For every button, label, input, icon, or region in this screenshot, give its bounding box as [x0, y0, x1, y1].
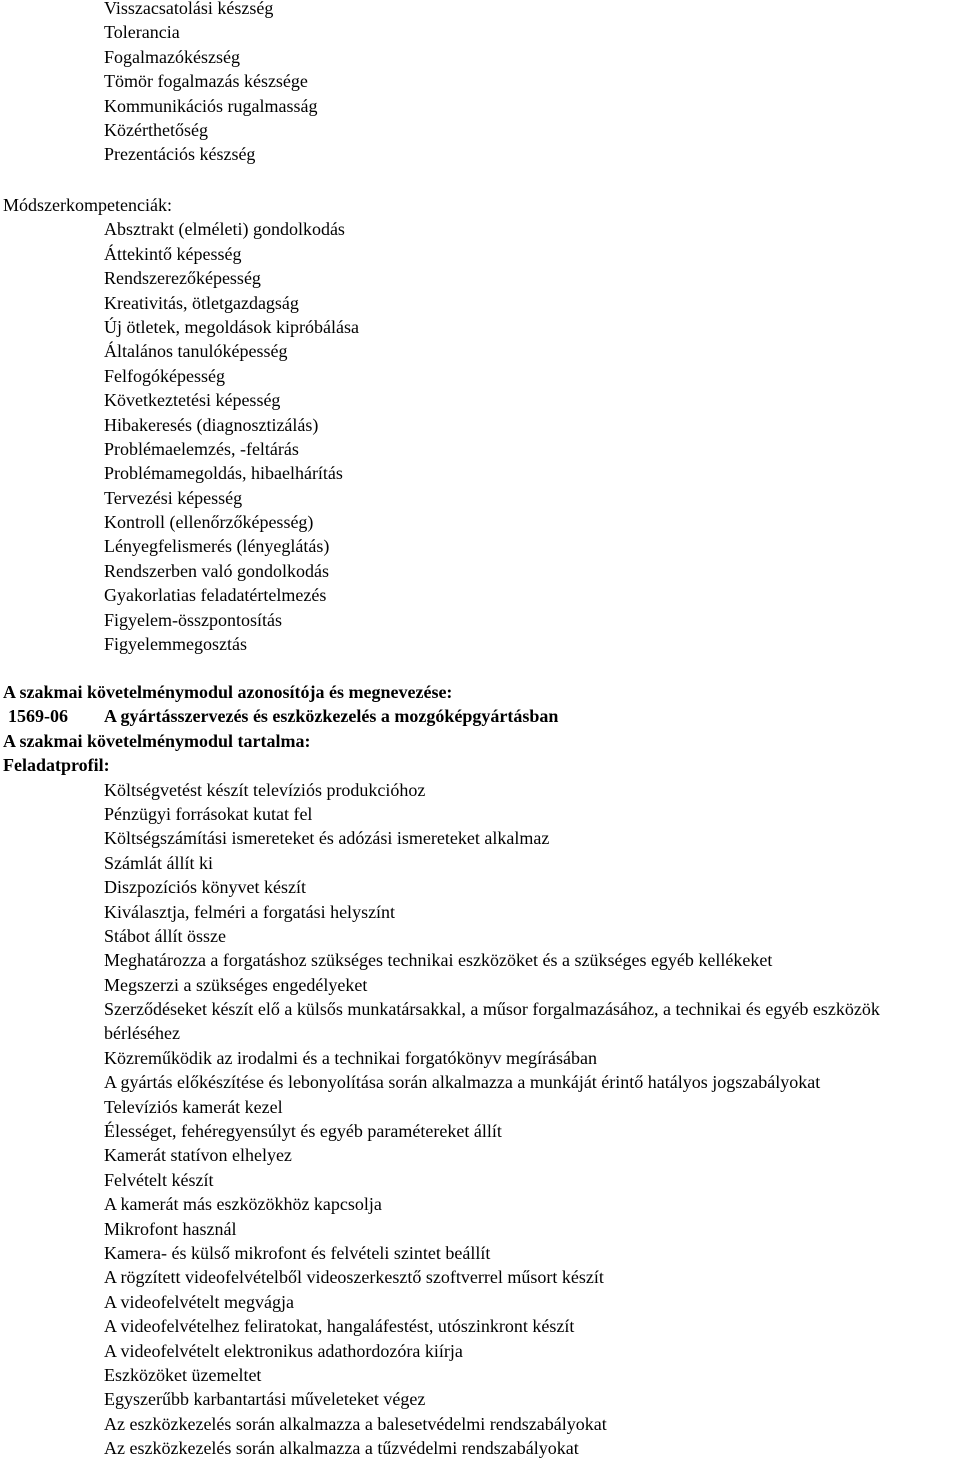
task-item: A rögzített videofelvételből videoszerkesztő szoftverrel műsort készít	[104, 1267, 604, 1288]
skill-item: Fogalmazókészség	[104, 46, 240, 67]
task-item: A gyártás előkészítése és lebonyolítása során alkalmazza a munkáját érintő hatályos jogszabályokat	[104, 1072, 821, 1093]
skill-item: Visszacsatolási készség	[104, 0, 274, 18]
method-competency-item: Absztrakt (elméleti) gondolkodás	[104, 219, 345, 240]
skill-item: Prezentációs készség	[104, 144, 256, 165]
module-code: 1569-06	[8, 706, 68, 727]
method-competency-item: Rendszerezőképesség	[104, 268, 261, 289]
task-profile-list	[0, 778, 960, 1461]
skill-item: Tömör fogalmazás készsége	[104, 71, 308, 92]
method-competency-item: Hibakeresés (diagnosztizálás)	[104, 414, 319, 435]
method-competency-item: Figyelem-összpontosítás	[104, 609, 282, 630]
skill-item: Kommunikációs rugalmasság	[104, 95, 318, 116]
skill-item: Közérthetőség	[104, 119, 208, 140]
task-item: Televíziós kamerát kezel	[104, 1096, 283, 1117]
module-id-heading: A szakmai követelménymodul azonosítója és megnevezése:	[3, 682, 453, 702]
task-item: Stábot állít össze	[104, 925, 226, 946]
method-competencies-heading: Módszerkompetenciák:	[3, 195, 172, 215]
method-competency-item: Problémamegoldás, hibaelhárítás	[104, 463, 343, 484]
method-competency-item: Kreativitás, ötletgazdagság	[104, 292, 299, 313]
module-section	[0, 680, 960, 1461]
method-competencies-section	[0, 193, 960, 656]
module-code-row	[0, 704, 960, 728]
method-competency-item: Új ötletek, megoldások kipróbálása	[104, 316, 359, 337]
task-item: Eszközöket üzemeltet	[104, 1364, 262, 1385]
skill-item: Tolerancia	[104, 22, 180, 43]
method-competency-item: Következtetési képesség	[104, 390, 281, 411]
method-competency-item: Felfogóképesség	[104, 365, 225, 386]
task-item: Költségszámítási ismereteket és adózási ismereteket alkalmaz	[104, 828, 550, 849]
task-item: Felvételt készít	[104, 1169, 214, 1190]
task-item: Szerződéseket készít elő a külsős munkatársakkal, a műsor forgalmazásához, a technikai és egyéb eszközök bérléséhez	[104, 999, 880, 1044]
task-item: Az eszközkezelés során alkalmazza a tűzvédelmi rendszabályokat	[104, 1438, 579, 1459]
method-competency-item: Gyakorlatias feladatértelmezés	[104, 585, 327, 606]
task-item: A kamerát más eszközökhöz kapcsolja	[104, 1194, 382, 1215]
method-competency-item: Tervezési képesség	[104, 487, 243, 508]
task-item: Meghatározza a forgatáshoz szükséges technikai eszközöket és a szükséges egyéb kellékeket	[104, 950, 773, 971]
method-competencies-list	[0, 217, 960, 656]
method-competency-item: Áttekintő képesség	[104, 243, 242, 264]
method-competency-item: Általános tanulóképesség	[104, 341, 288, 362]
module-title: A gyártásszervezés és eszközkezelés a mozgóképgyártásban	[104, 706, 559, 727]
task-item: Diszpozíciós könyvet készít	[104, 877, 306, 898]
task-item: Mikrofont használ	[104, 1218, 237, 1239]
module-content-heading: A szakmai követelménymodul tartalma:	[3, 730, 311, 751]
top-skill-list	[0, 0, 960, 167]
method-competency-item: Figyelemmegosztás	[104, 634, 247, 655]
task-item: Egyszerűbb karbantartási műveleteket végez	[104, 1389, 426, 1410]
task-item: Megszerzi a szükséges engedélyeket	[104, 974, 368, 995]
method-competency-item: Kontroll (ellenőrzőképesség)	[104, 512, 314, 533]
task-item: Számlát állít ki	[104, 852, 213, 873]
task-item: Közreműködik az irodalmi és a technikai forgatókönyv megírásában	[104, 1047, 598, 1068]
task-item: Kamera- és külső mikrofont és felvételi szintet beállít	[104, 1243, 491, 1264]
method-competency-item: Rendszerben való gondolkodás	[104, 560, 329, 581]
task-item: Az eszközkezelés során alkalmazza a balesetvédelmi rendszabályokat	[104, 1413, 607, 1434]
task-item: A videofelvételt elektronikus adathordozóra kiírja	[104, 1340, 463, 1361]
task-item: Kiválasztja, felméri a forgatási helyszínt	[104, 901, 396, 922]
task-item: A videofelvételhez feliratokat, hangaláfestést, utószinkront készít	[104, 1316, 575, 1337]
task-item: Élességet, fehéregyensúlyt és egyéb paramétereket állít	[104, 1121, 502, 1142]
task-item: A videofelvételt megvágja	[104, 1291, 294, 1312]
task-item: Kamerát statívon elhelyez	[104, 1145, 292, 1166]
method-competency-item: Lényegfelismerés (lényeglátás)	[104, 536, 330, 557]
task-item: Költségvetést készít televíziós produkcióhoz	[104, 779, 426, 800]
task-profile-heading: Feladatprofil:	[3, 755, 110, 776]
method-competency-item: Problémaelemzés, -feltárás	[104, 438, 299, 459]
task-item: Pénzügyi forrásokat kutat fel	[104, 803, 313, 824]
